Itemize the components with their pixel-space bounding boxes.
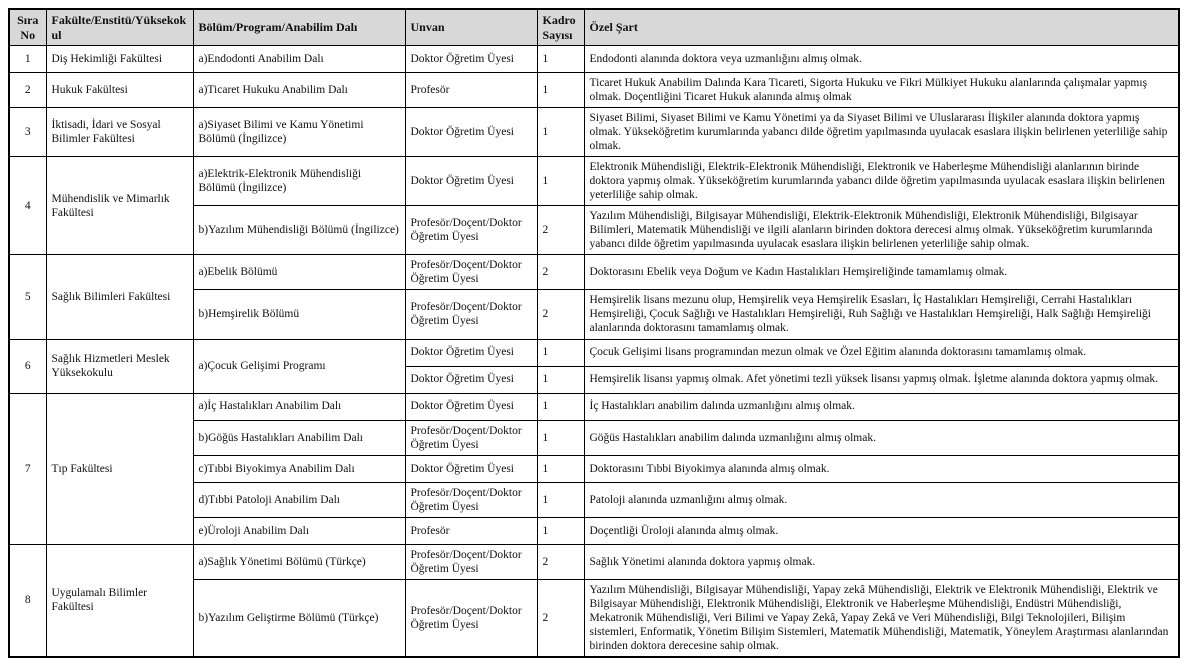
header-row (9, 9, 1179, 46)
requirement-cell: Hemşirelik lisansı yapmış olmak. Afet yönetimi tezli yüksek lisansı yapmış olmak. İşletme alanında doktora yapmış olmak. (584, 366, 1179, 393)
row-number-cell: 2 (9, 73, 46, 108)
faculty-cell: Diş Hekimliği Fakültesi (46, 46, 193, 73)
department-cell: a)Sağlık Yönetimi Bölümü (Türkçe) (193, 544, 405, 579)
requirement-cell: İç Hastalıkları anabilim dalında uzmanlığını almış olmak. (584, 393, 1179, 420)
count-cell: 1 (537, 517, 584, 544)
title-cell: Profesör (405, 517, 537, 544)
column-header-ozel-sart: Özel Şart (584, 9, 1179, 46)
table-row (9, 73, 1179, 108)
row-number-cell: 7 (9, 393, 46, 544)
positions-table (8, 8, 1180, 658)
count-cell: 1 (537, 366, 584, 393)
requirement-cell: Sağlık Yönetimi alanında doktora yapmış olmak. (584, 544, 1179, 579)
faculty-cell: Sağlık Hizmetleri Meslek Yüksekokulu (46, 339, 193, 393)
department-cell: d)Tıbbi Patoloji Anabilim Dalı (193, 482, 405, 517)
title-cell: Profesör/Doçent/Doktor Öğretim Üyesi (405, 290, 537, 339)
department-cell: a)Elektrik-Elektronik Mühendisliği Bölümü (İngilizce) (193, 157, 405, 206)
title-cell: Doktor Öğretim Üyesi (405, 455, 537, 482)
table-row (9, 157, 1179, 206)
requirement-cell: Doktorasını Tıbbi Biyokimya alanında almış olmak. (584, 455, 1179, 482)
row-number-cell: 4 (9, 157, 46, 255)
count-cell: 2 (537, 544, 584, 579)
department-cell: a)Çocuk Gelişimi Programı (193, 339, 405, 393)
requirement-cell: Yazılım Mühendisliği, Bilgisayar Mühendisliği, Yapay zekâ Mühendisliği, Elektrik ve Elektronik Mühendisliği, Elektrik ve Bilgisayar Mühendisliği, Elektronik Mühendisliği, Elektronik ve Haberleşme Mühendisliği, Endüstri Mühendisliği, Mekatronik Mühendisliği, Veri Bilimi ve Yapay Zekâ, Yapay Zekâ ve Veri Mühendisliği, Bilgi Teknolojileri, Bilişim sistemleri, Enformatik, Yönetim Bilişim Sistemleri, Matematik Mühendisliği, Matematik, Yöneylem Araştırması alanlarından birinden doktora derecesine sahip olmak. (584, 579, 1179, 657)
column-header-bolum: Bölüm/Program/Anabilim Dalı (193, 9, 405, 46)
column-header-kadro-sayisi: Kadro Sayısı (537, 9, 584, 46)
requirement-cell: Elektronik Mühendisliği, Elektrik-Elektronik Mühendisliği, Elektronik ve Haberleşme Mühendisliği alanlarının birinde doktora yapmış olmak. Yükseköğretim kurumlarında yabancı dilde öğretim yapılmasında uyulacak esaslara ilişkin belirlenen yeterliliğe sahip olmak. (584, 157, 1179, 206)
requirement-cell: Patoloji alanında uzmanlığını almış olmak. (584, 482, 1179, 517)
count-cell: 1 (537, 482, 584, 517)
row-number-cell: 8 (9, 544, 46, 657)
title-cell: Profesör/Doçent/Doktor Öğretim Üyesi (405, 206, 537, 255)
faculty-cell: Tıp Fakültesi (46, 393, 193, 544)
count-cell: 1 (537, 46, 584, 73)
title-cell: Profesör/Doçent/Doktor Öğretim Üyesi (405, 482, 537, 517)
column-header-fakulte: Fakülte/Enstitü/Yüksekokul (46, 9, 193, 46)
department-cell: a)Ticaret Hukuku Anabilim Dalı (193, 73, 405, 108)
title-cell: Doktor Öğretim Üyesi (405, 366, 537, 393)
table-row (9, 108, 1179, 157)
requirement-cell: Yazılım Mühendisliği, Bilgisayar Mühendisliği, Elektrik-Elektronik Mühendisliği, Elektronik Mühendisliği, Bilgisayar Bilimleri, Matematik Mühendisliği ve ilgili alanların birinden doktora derecesi almış olmak. Yükseköğretim kurumlarında yabancı dilde öğretim yapılmasında uyulacak esaslara ilişkin belirlenen yeterliliğe sahip olmak. (584, 206, 1179, 255)
count-cell: 1 (537, 73, 584, 108)
count-cell: 2 (537, 579, 584, 657)
title-cell: Profesör/Doçent/Doktor Öğretim Üyesi (405, 579, 537, 657)
title-cell: Doktor Öğretim Üyesi (405, 339, 537, 366)
column-header-sira-no: Sıra No (9, 9, 46, 46)
department-cell: a)Ebelik Bölümü (193, 255, 405, 290)
title-cell: Doktor Öğretim Üyesi (405, 108, 537, 157)
table-row (9, 255, 1179, 290)
requirement-cell: Hemşirelik lisans mezunu olup, Hemşirelik veya Hemşirelik Esasları, İç Hastalıkları Hemşireliği, Cerrahi Hastalıkları Hemşireliği, Çocuk Sağlığı ve Hastalıkları Hemşireliği, Ruh Sağlığı ve Hastalıkları Hemşireliği, Halk Sağlığı Hemşireliği alanlarında doktorasını tamamlamış olmak. (584, 290, 1179, 339)
title-cell: Profesör/Doçent/Doktor Öğretim Üyesi (405, 255, 537, 290)
faculty-cell: Uygulamalı Bilimler Fakültesi (46, 544, 193, 657)
row-number-cell: 3 (9, 108, 46, 157)
title-cell: Profesör/Doçent/Doktor Öğretim Üyesi (405, 544, 537, 579)
table-row (9, 46, 1179, 73)
count-cell: 2 (537, 290, 584, 339)
count-cell: 2 (537, 255, 584, 290)
count-cell: 1 (537, 455, 584, 482)
department-cell: c)Tıbbi Biyokimya Anabilim Dalı (193, 455, 405, 482)
count-cell: 1 (537, 157, 584, 206)
requirement-cell: Çocuk Gelişimi lisans programından mezun olmak ve Özel Eğitim alanında doktorasını tamamlamış olmak. (584, 339, 1179, 366)
faculty-cell: İktisadi, İdari ve Sosyal Bilimler Fakültesi (46, 108, 193, 157)
faculty-cell: Mühendislik ve Mimarlık Fakültesi (46, 157, 193, 255)
count-cell: 1 (537, 393, 584, 420)
department-cell: b)Göğüs Hastalıkları Anabilim Dalı (193, 420, 405, 455)
table-row (9, 393, 1179, 420)
row-number-cell: 1 (9, 46, 46, 73)
requirement-cell: Siyaset Bilimi, Siyaset Bilimi ve Kamu Yönetimi ya da Siyaset Bilimi ve Uluslararası İlişkiler alanında doktora yapmış olmak. Yükseköğretim kurumlarında yabancı dilde öğretim yapılmasında uyulacak esaslara ilişkin belirlenen yeterliliğe sahip olmak. (584, 108, 1179, 157)
faculty-cell: Hukuk Fakültesi (46, 73, 193, 108)
table-row (9, 339, 1179, 366)
count-cell: 1 (537, 339, 584, 366)
department-cell: a)Endodonti Anabilim Dalı (193, 46, 405, 73)
title-cell: Doktor Öğretim Üyesi (405, 46, 537, 73)
requirement-cell: Doçentliği Üroloji alanında almış olmak. (584, 517, 1179, 544)
department-cell: e)Üroloji Anabilim Dalı (193, 517, 405, 544)
department-cell: b)Hemşirelik Bölümü (193, 290, 405, 339)
department-cell: b)Yazılım Geliştirme Bölümü (Türkçe) (193, 579, 405, 657)
department-cell: b)Yazılım Mühendisliği Bölümü (İngilizce) (193, 206, 405, 255)
requirement-cell: Ticaret Hukuk Anabilim Dalında Kara Ticareti, Sigorta Hukuku ve Fikri Mülkiyet Hukuku alanlarında çalışmalar yapmış olmak. Doçentliğini Ticaret Hukuk alanında almış olmak (584, 73, 1179, 108)
title-cell: Doktor Öğretim Üyesi (405, 393, 537, 420)
row-number-cell: 6 (9, 339, 46, 393)
requirement-cell: Endodonti alanında doktora veya uzmanlığını almış olmak. (584, 46, 1179, 73)
count-cell: 1 (537, 108, 584, 157)
column-header-unvan: Unvan (405, 9, 537, 46)
title-cell: Doktor Öğretim Üyesi (405, 157, 537, 206)
requirement-cell: Göğüs Hastalıkları anabilim dalında uzmanlığını almış olmak. (584, 420, 1179, 455)
count-cell: 1 (537, 420, 584, 455)
title-cell: Profesör/Doçent/Doktor Öğretim Üyesi (405, 420, 537, 455)
department-cell: a)İç Hastalıkları Anabilim Dalı (193, 393, 405, 420)
count-cell: 2 (537, 206, 584, 255)
requirement-cell: Doktorasını Ebelik veya Doğum ve Kadın Hastalıkları Hemşireliğinde tamamlamış olmak. (584, 255, 1179, 290)
department-cell: a)Siyaset Bilimi ve Kamu Yönetimi Bölümü (İngilizce) (193, 108, 405, 157)
table-row (9, 544, 1179, 579)
faculty-cell: Sağlık Bilimleri Fakültesi (46, 255, 193, 339)
row-number-cell: 5 (9, 255, 46, 339)
title-cell: Profesör (405, 73, 537, 108)
